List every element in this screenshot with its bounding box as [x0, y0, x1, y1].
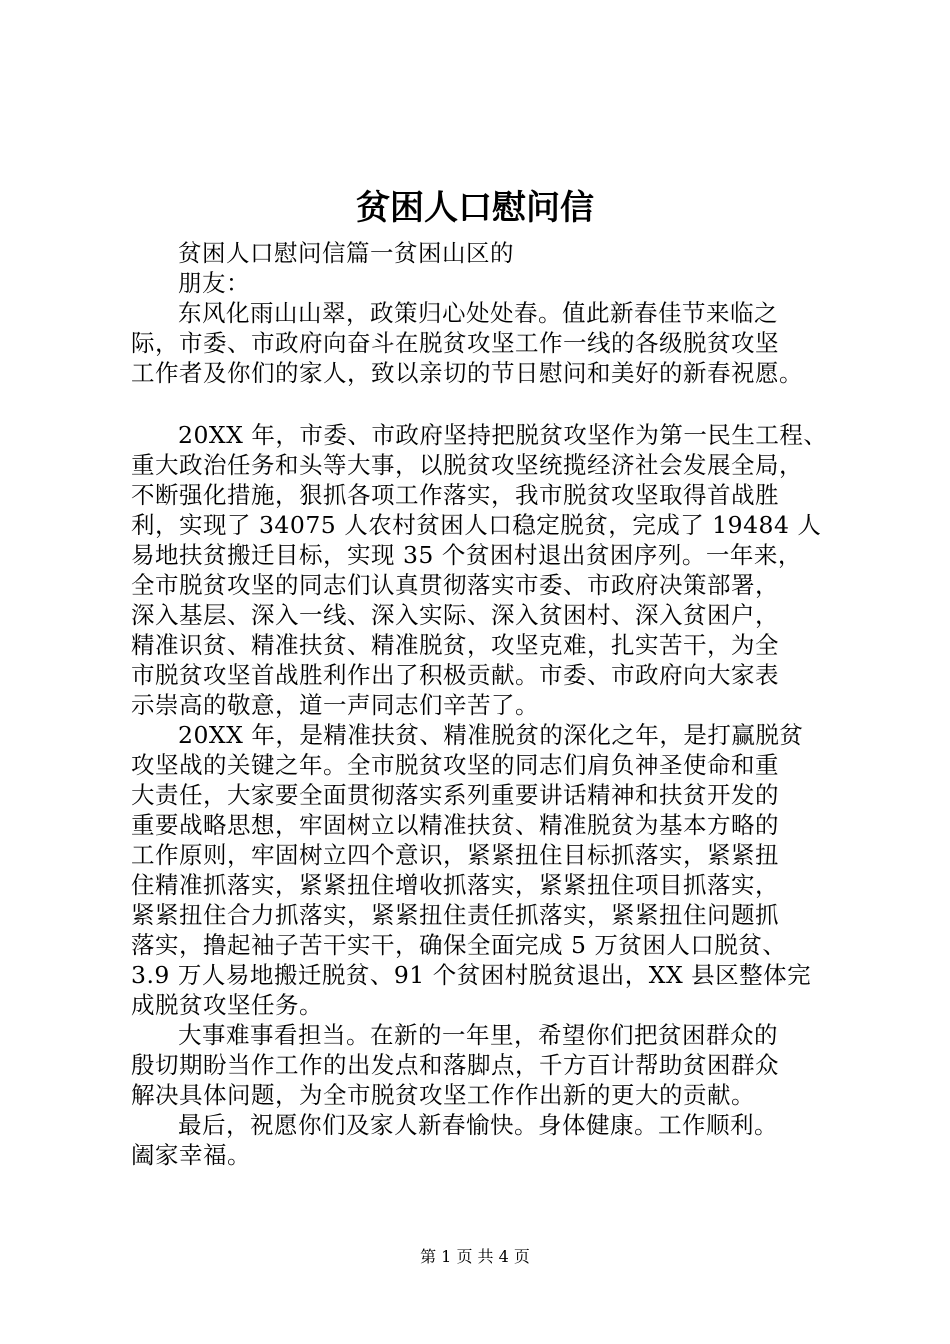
text-line: 深入基层、深入一线、深入实际、深入贫困村、深入贫困户， — [131, 601, 779, 629]
text-line: 全市脱贫攻坚的同志们认真贯彻落实市委、市政府决策部署， — [131, 571, 779, 599]
text-line: 贫困人口慰问信篇一贫困山区的 — [178, 239, 514, 267]
text-line: 精准识贫、精准扶贫、精准脱贫，攻坚克难，扎实苦干，为全 — [131, 631, 779, 659]
text-line: 利，实现了 34075 人农村贫困人口稳定脱贫，完成了 19484 人 — [131, 511, 822, 539]
text-line: 示崇高的敬意，道一声同志们辛苦了。 — [131, 691, 539, 719]
page-footer: 第 1 页 共 4 页 — [420, 1247, 530, 1266]
text-line: 阖家幸福。 — [131, 1141, 251, 1169]
text-line: 成脱贫攻坚任务。 — [131, 991, 323, 1019]
text-line: 不断强化措施，狠抓各项工作落实，我市脱贫攻坚取得首战胜 — [131, 481, 779, 509]
text-line: 朋友： — [178, 269, 250, 297]
text-line: 住精准抓落实，紧紧扭住增收抓落实，紧紧扭住项目抓落实， — [131, 871, 779, 899]
text-line: 东风化雨山山翠，政策归心处处春。值此新春佳节来临之 — [178, 299, 778, 327]
text-line: 最后，祝愿你们及家人新春愉快。身体健康。工作顺利。 — [178, 1111, 778, 1139]
document-title: 贫困人口慰问信 — [356, 188, 594, 228]
text-line: 易地扶贫搬迁目标，实现 35 个贫困村退出贫困序列。一年来， — [131, 541, 802, 569]
text-line: 殷切期盼当作工作的出发点和落脚点，千方百计帮助贫困群众 — [131, 1051, 779, 1079]
text-line: 际，市委、市政府向奋斗在脱贫攻坚工作一线的各级脱贫攻坚 — [131, 329, 779, 357]
text-line: 市脱贫攻坚首战胜利作出了积极贡献。市委、市政府向大家表 — [131, 661, 779, 689]
text-line: 攻坚战的关键之年。全市脱贫攻坚的同志们肩负神圣使命和重 — [131, 751, 779, 779]
text-line: 解决具体问题，为全市脱贫攻坚工作作出新的更大的贡献。 — [131, 1081, 755, 1109]
text-line: 20XX 年，市委、市政府坚持把脱贫攻坚作为第一民生工程、 — [178, 421, 828, 449]
text-line: 20XX 年，是精准扶贫、精准脱贫的深化之年，是打赢脱贫 — [178, 721, 804, 749]
letter-body — [131, 238, 831, 1170]
text-line: 大责任，大家要全面贯彻落实系列重要讲话精神和扶贫开发的 — [131, 781, 779, 809]
text-line: 重大政治任务和头等大事，以脱贫攻坚统揽经济社会发展全局， — [131, 451, 803, 479]
paragraph-gap — [131, 388, 831, 420]
text-line: 重要战略思想，牢固树立以精准扶贫、精准脱贫为基本方略的 — [131, 811, 779, 839]
text-line: 3.9 万人易地搬迁脱贫、91 个贫困村脱贫退出，XX 县区整体完 — [131, 961, 812, 989]
text-line: 落实，撸起袖子苦干实干，确保全面完成 5 万贫困人口脱贫、 — [131, 931, 787, 959]
text-line: 大事难事看担当。在新的一年里，希望你们把贫困群众的 — [178, 1021, 778, 1049]
text-line: 工作原则，牢固树立四个意识，紧紧扭住目标抓落实，紧紧扭 — [131, 841, 779, 869]
text-line: 紧紧扭住合力抓落实，紧紧扭住责任抓落实，紧紧扭住问题抓 — [131, 901, 779, 929]
text-line: 工作者及你们的家人，致以亲切的节日慰问和美好的新春祝愿。 — [131, 359, 803, 387]
